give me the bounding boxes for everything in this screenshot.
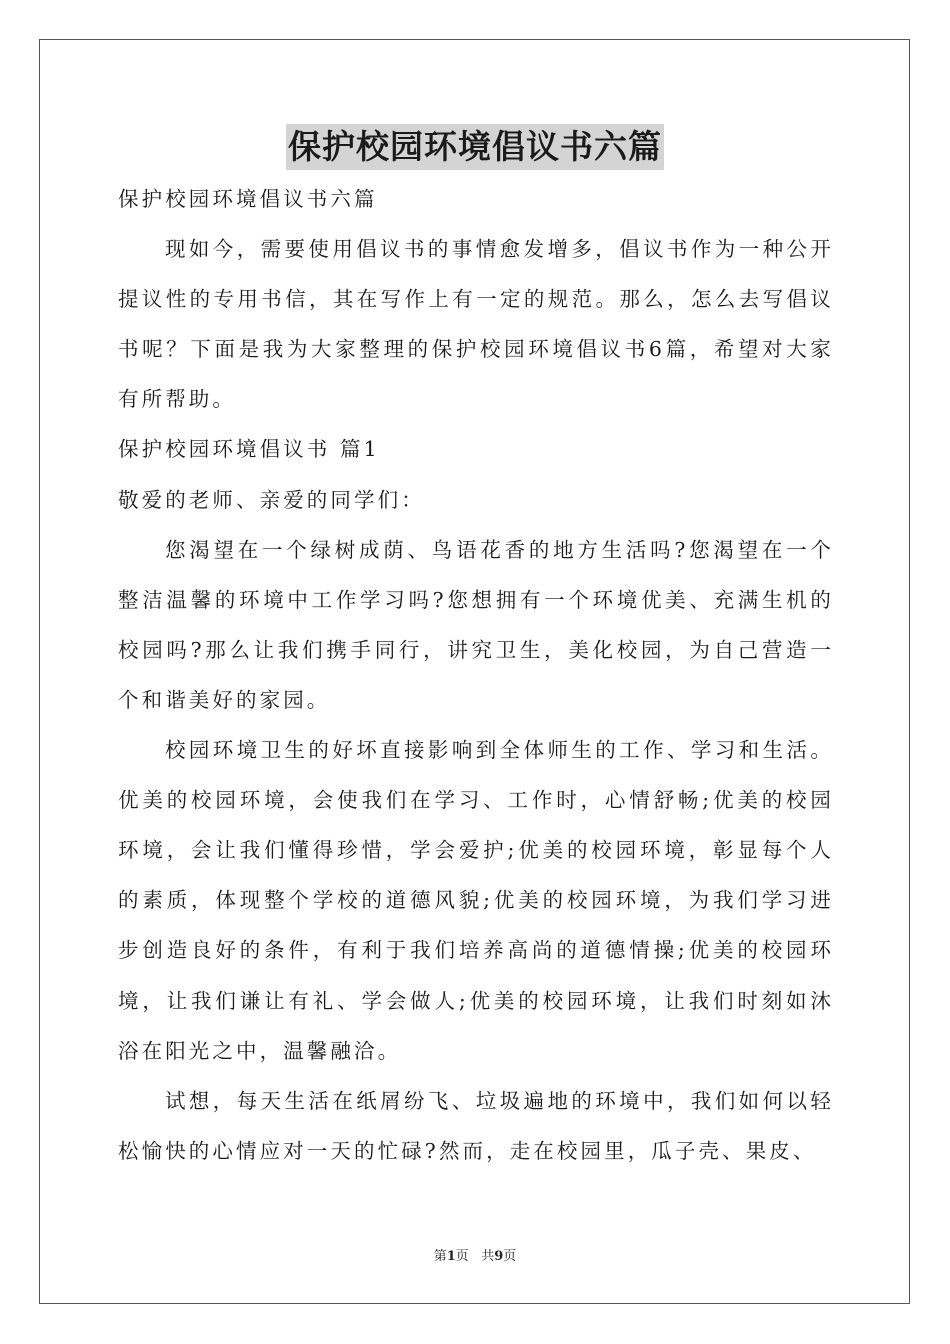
paragraph: 您渴望在一个绿树成荫、鸟语花香的地方生活吗?您渴望在一个整洁温馨的环境中工作学习吗?您想拥有一个环境优美、充满生机的校园吗?那么让我们携手同行，讲究卫生，美化校园，为自己营造一个和谐美好的家园。 bbox=[118, 537, 834, 712]
paragraph: 试想，每天生活在纸屑纷飞、垃圾遍地的环境中，我们如何以轻松愉快的心情应对一天的忙碌?然而，走在校园里，瓜子壳、果皮、 bbox=[118, 1088, 834, 1163]
section-heading: 保护校园环境倡议书 篇1 bbox=[118, 437, 380, 462]
salutation: 敬爱的老师、亲爱的同学们： bbox=[118, 487, 425, 512]
page-number: 1 bbox=[446, 1249, 456, 1264]
paragraph-heading: 保护校园环境倡议书六篇 bbox=[118, 187, 378, 211]
total-pages: 9 bbox=[494, 1249, 504, 1264]
page-prefix: 第 bbox=[433, 1249, 447, 1264]
page-footer bbox=[0, 1248, 950, 1266]
total-prefix: 共 bbox=[481, 1249, 495, 1264]
paragraph-intro: 现如今，需要使用倡议书的事情愈发增多，倡议书作为一种公开提议性的专用书信，其在写作上有一定的规范。那么，怎么去写倡议书呢？下面是我为大家整理的保护校园环境倡议书6篇，希望对大家有所帮助。 bbox=[118, 237, 834, 412]
total-suffix: 页 bbox=[503, 1249, 517, 1264]
paragraph: 校园环境卫生的好坏直接影响到全体师生的工作、学习和生活。优美的校园环境，会使我们在学习、工作时，心情舒畅;优美的校园环境，会让我们懂得珍惜，学会爱护;优美的校园环境，彰显每个人的素质，体现整个学校的道德风貌;优美的校园环境，为我们学习进步创造良好的条件，有利于我们培养高尚的道德情操;优美的校园环境，让我们谦让有礼、学会做人;优美的校园环境，让我们时刻如沐浴在阳光之中，温馨融洽。 bbox=[118, 738, 834, 1063]
page-suffix: 页 bbox=[455, 1249, 469, 1264]
title-container bbox=[0, 124, 950, 170]
document-body bbox=[118, 174, 834, 1176]
document-title: 保护校园环境倡议书六篇 bbox=[286, 124, 664, 170]
